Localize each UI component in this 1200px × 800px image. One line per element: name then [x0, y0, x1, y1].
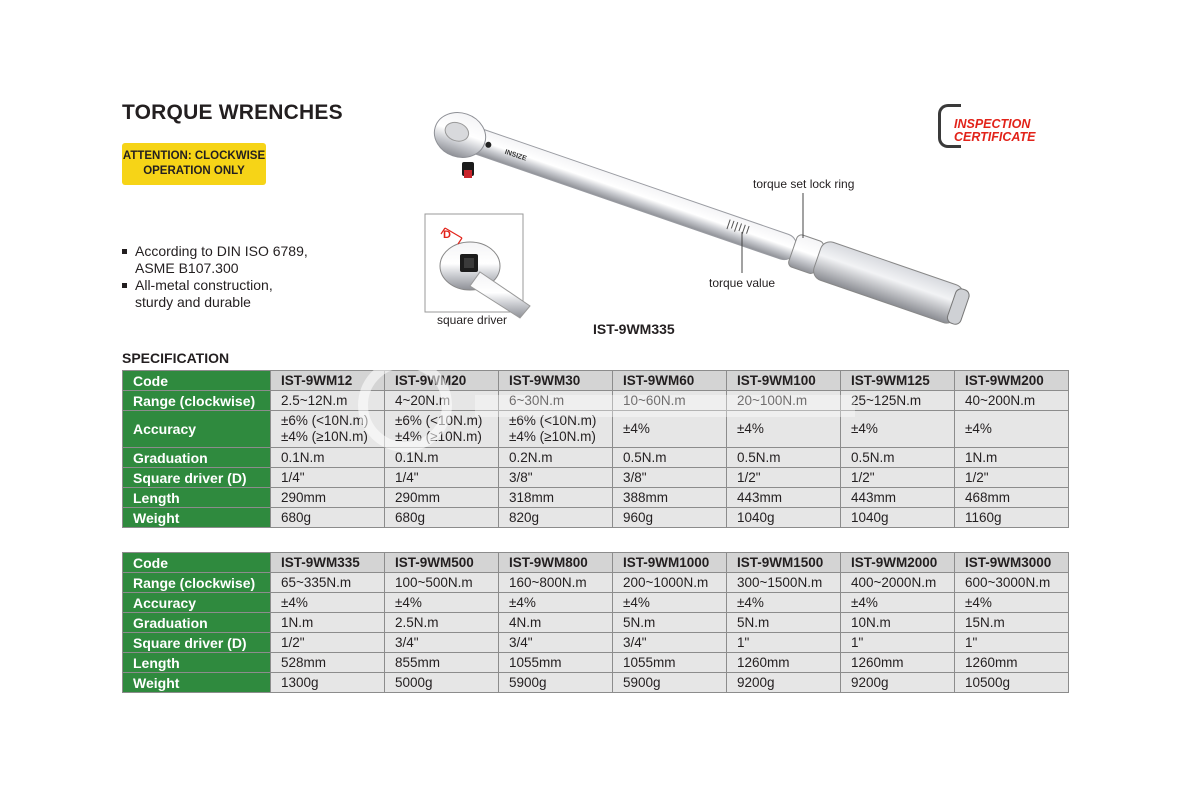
- table-cell: IST-9WM30: [499, 371, 613, 391]
- table-cell: 1260mm: [955, 653, 1069, 673]
- svg-text:INSIZE: INSIZE: [503, 148, 528, 163]
- table-cell: 25~125N.m: [841, 391, 955, 411]
- row-label: Accuracy: [123, 411, 271, 448]
- table-cell: 2.5N.m: [385, 613, 499, 633]
- table-row-accuracy: [123, 411, 1069, 448]
- table-cell: IST-9WM20: [385, 371, 499, 391]
- table-cell: 1260mm: [841, 653, 955, 673]
- table-cell: 1055mm: [613, 653, 727, 673]
- table-row-weight: [123, 673, 1069, 693]
- table-cell: ±4%: [385, 593, 499, 613]
- model-caption: IST-9WM335: [593, 321, 675, 337]
- table-cell: IST-9WM335: [271, 553, 385, 573]
- table-cell: 1040g: [727, 508, 841, 528]
- square-driver-label: square driver: [437, 313, 508, 327]
- table-cell: ±4%: [841, 411, 955, 448]
- table-cell: IST-9WM12: [271, 371, 385, 391]
- feature-item: According to DIN ISO 6789, ASME B107.300: [122, 243, 308, 277]
- table-row-length: [123, 653, 1069, 673]
- row-label: Length: [123, 653, 271, 673]
- table-cell: 1/2": [271, 633, 385, 653]
- row-label: Weight: [123, 508, 271, 528]
- row-label: Code: [123, 553, 271, 573]
- table-cell: IST-9WM2000: [841, 553, 955, 573]
- table-cell: 0.1N.m: [271, 448, 385, 468]
- table-row-accuracy: [123, 593, 1069, 613]
- table-cell: 0.2N.m: [499, 448, 613, 468]
- table-row-graduation: [123, 448, 1069, 468]
- table-cell: ±4%: [727, 411, 841, 448]
- table-row-graduation: [123, 613, 1069, 633]
- table-cell: 10~60N.m: [613, 391, 727, 411]
- table-cell: 100~500N.m: [385, 573, 499, 593]
- feature-item: All-metal construction, sturdy and durable: [122, 277, 308, 311]
- attention-line-1: ATTENTION: CLOCKWISE: [122, 150, 266, 162]
- table-row-driver: [123, 633, 1069, 653]
- table-cell: 5000g: [385, 673, 499, 693]
- table-cell: 1300g: [271, 673, 385, 693]
- table-cell: ±4%: [499, 593, 613, 613]
- table-cell: 820g: [499, 508, 613, 528]
- table-cell: 443mm: [727, 488, 841, 508]
- table-cell: 200~1000N.m: [613, 573, 727, 593]
- table-cell: 15N.m: [955, 613, 1069, 633]
- row-label: Weight: [123, 673, 271, 693]
- table-cell: 1N.m: [955, 448, 1069, 468]
- specification-title: SPECIFICATION: [122, 350, 230, 366]
- table-cell: 1": [955, 633, 1069, 653]
- spec-table-1: [122, 370, 1069, 528]
- table-cell: 2.5~12N.m: [271, 391, 385, 411]
- row-label: Range (clockwise): [123, 573, 271, 593]
- table-cell: 3/8": [613, 468, 727, 488]
- table-cell: IST-9WM1500: [727, 553, 841, 573]
- table-cell: 0.5N.m: [613, 448, 727, 468]
- table-cell: 1260mm: [727, 653, 841, 673]
- table-row-range: [123, 573, 1069, 593]
- table-row-length: [123, 488, 1069, 508]
- table-cell: 1/2": [955, 468, 1069, 488]
- table-cell: ±6% (<10N.m) ±4% (≥10N.m): [385, 411, 499, 448]
- torque-value-label: torque value: [709, 276, 776, 290]
- table-cell: 3/4": [499, 633, 613, 653]
- table-cell: 400~2000N.m: [841, 573, 955, 593]
- certificate-line-1: INSPECTION: [954, 117, 1031, 131]
- table-cell: ±4%: [841, 593, 955, 613]
- table-cell: 5N.m: [727, 613, 841, 633]
- row-label: Graduation: [123, 613, 271, 633]
- table-cell: 1N.m: [271, 613, 385, 633]
- table-cell: 5N.m: [613, 613, 727, 633]
- row-label: Accuracy: [123, 593, 271, 613]
- table-cell: 3/8": [499, 468, 613, 488]
- table-cell: 160~800N.m: [499, 573, 613, 593]
- table-cell: 1/4": [271, 468, 385, 488]
- attention-line-2: OPERATION ONLY: [143, 165, 245, 177]
- table-cell: 528mm: [271, 653, 385, 673]
- table-cell: 20~100N.m: [727, 391, 841, 411]
- table-row-range: [123, 391, 1069, 411]
- table-cell: 468mm: [955, 488, 1069, 508]
- table-cell: 40~200N.m: [955, 391, 1069, 411]
- table-cell: 290mm: [385, 488, 499, 508]
- row-label: Range (clockwise): [123, 391, 271, 411]
- table-cell: 0.1N.m: [385, 448, 499, 468]
- table-cell: 5900g: [613, 673, 727, 693]
- lock-ring-label: torque set lock ring: [753, 177, 855, 191]
- table-cell: 318mm: [499, 488, 613, 508]
- table-cell: 3/4": [385, 633, 499, 653]
- certificate-line-2: CERTIFICATE: [954, 130, 1036, 144]
- table-cell: 0.5N.m: [841, 448, 955, 468]
- table-cell: 1040g: [841, 508, 955, 528]
- table-cell: IST-9WM500: [385, 553, 499, 573]
- table-cell: 9200g: [841, 673, 955, 693]
- table-cell: 680g: [271, 508, 385, 528]
- row-label: Square driver (D): [123, 633, 271, 653]
- row-label: Graduation: [123, 448, 271, 468]
- table-cell: 960g: [613, 508, 727, 528]
- table-cell: 1": [841, 633, 955, 653]
- table-cell: IST-9WM3000: [955, 553, 1069, 573]
- d-dimension-label: D: [443, 229, 451, 241]
- table-cell: 1": [727, 633, 841, 653]
- table-cell: 10N.m: [841, 613, 955, 633]
- table-cell: 4N.m: [499, 613, 613, 633]
- row-label: Square driver (D): [123, 468, 271, 488]
- table-cell: 9200g: [727, 673, 841, 693]
- table-cell: IST-9WM125: [841, 371, 955, 391]
- table-cell: 290mm: [271, 488, 385, 508]
- table-cell: ±4%: [613, 411, 727, 448]
- table-cell: 443mm: [841, 488, 955, 508]
- table-cell: 1/4": [385, 468, 499, 488]
- table-cell: IST-9WM800: [499, 553, 613, 573]
- table-cell: ±4%: [271, 593, 385, 613]
- table-cell: 855mm: [385, 653, 499, 673]
- table-cell: 1/2": [727, 468, 841, 488]
- table-cell: 10500g: [955, 673, 1069, 693]
- table-cell: 680g: [385, 508, 499, 528]
- table-cell: ±4%: [955, 593, 1069, 613]
- row-label: Length: [123, 488, 271, 508]
- table-cell: ±4%: [955, 411, 1069, 448]
- table-row-driver: [123, 468, 1069, 488]
- table-row-code: [123, 553, 1069, 573]
- table-cell: 65~335N.m: [271, 573, 385, 593]
- table-row-weight: [123, 508, 1069, 528]
- spec-table-2: [122, 552, 1069, 693]
- table-cell: 3/4": [613, 633, 727, 653]
- table-cell: IST-9WM60: [613, 371, 727, 391]
- table-cell: 4~20N.m: [385, 391, 499, 411]
- table-cell: 1055mm: [499, 653, 613, 673]
- table-cell: ±4%: [727, 593, 841, 613]
- table-cell: ±6% (<10N.m) ±4% (≥10N.m): [271, 411, 385, 448]
- table-cell: ±4%: [613, 593, 727, 613]
- table-cell: IST-9WM1000: [613, 553, 727, 573]
- table-cell: 388mm: [613, 488, 727, 508]
- table-cell: 600~3000N.m: [955, 573, 1069, 593]
- table-row-code: [123, 371, 1069, 391]
- table-cell: 5900g: [499, 673, 613, 693]
- table-cell: 0.5N.m: [727, 448, 841, 468]
- page-title: TORQUE WRENCHES: [122, 101, 343, 124]
- row-label: Code: [123, 371, 271, 391]
- table-cell: 1/2": [841, 468, 955, 488]
- table-cell: ±6% (<10N.m) ±4% (≥10N.m): [499, 411, 613, 448]
- table-cell: 6~30N.m: [499, 391, 613, 411]
- table-cell: IST-9WM100: [727, 371, 841, 391]
- table-cell: 1160g: [955, 508, 1069, 528]
- table-cell: IST-9WM200: [955, 371, 1069, 391]
- table-cell: 300~1500N.m: [727, 573, 841, 593]
